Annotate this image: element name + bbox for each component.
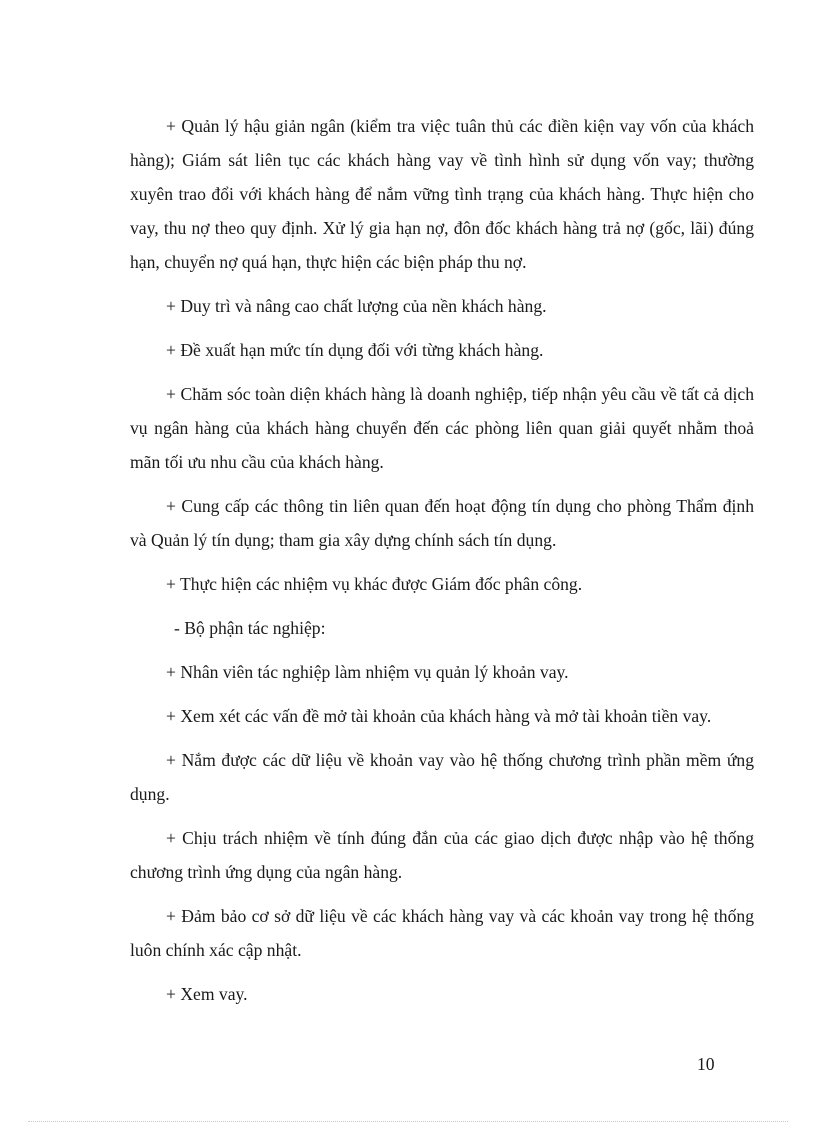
paragraph-view-loan: + Xem vay. — [166, 984, 248, 1004]
paragraph-customer-base: + Duy trì và nâng cao chất lượng của nền khách hàng. — [166, 296, 547, 316]
paragraph-post-disbursement: + Quản lý hậu giản ngân (kiểm tra việc tuân thủ các điền kiện vay vốn của khách hàng); Giám sát liên tục các khách hàng vay về tình hình sử dụng vốn vay; thường xuyên trao đổi với khách hàng để nắm vững tình trạng của khách hàng. Thực hiện cho vay, thu nợ theo quy định. Xử lý gia hạn nợ, đôn đốc khách hàng trả nợ (gốc, lãi) đúng hạn, chuyển nợ quá hạn, thực hiện các biện pháp thu nợ. — [130, 116, 754, 272]
document-body — [130, 109, 754, 1021]
page-number: 10 — [697, 1054, 715, 1074]
paragraph-customer-care: + Chăm sóc toàn diện khách hàng là doanh nghiệp, tiếp nhận yêu cầu về tất cả dịch vụ ngân hàng của khách hàng chuyển đến các phòng liên quan giải quyết nhằm thoả mãn tối ưu nhu cầu của khách hàng. — [130, 384, 754, 472]
footer-divider — [28, 1121, 788, 1122]
paragraph-loan-data-entry: + Nắm được các dữ liệu về khoản vay vào hệ thống chương trình phần mềm ứng dụng. — [130, 750, 754, 804]
paragraph-account-opening: + Xem xét các vấn đề mở tài khoản của khách hàng và mở tài khoản tiền vay. — [166, 706, 712, 726]
section-heading-operations: - Bộ phận tác nghiệp: — [174, 618, 326, 638]
paragraph-other-tasks: + Thực hiện các nhiệm vụ khác được Giám đốc phân công. — [166, 574, 583, 594]
paragraph-transaction-accuracy: + Chịu trách nhiệm về tính đúng đắn của các giao dịch được nhập vào hệ thống chương trình ứng dụng của ngân hàng. — [130, 828, 754, 882]
paragraph-database-accuracy: + Đảm bảo cơ sở dữ liệu về các khách hàng vay và các khoản vay trong hệ thống luôn chính xác cập nhật. — [130, 906, 754, 960]
paragraph-credit-info: + Cung cấp các thông tin liên quan đến hoạt động tín dụng cho phòng Thẩm định và Quản lý tín dụng; tham gia xây dựng chính sách tín dụng. — [130, 496, 754, 550]
paragraph-credit-limit: + Đề xuất hạn mức tín dụng đối với từng khách hàng. — [166, 340, 544, 360]
paragraph-loan-management: + Nhân viên tác nghiệp làm nhiệm vụ quản lý khoản vay. — [166, 662, 569, 682]
